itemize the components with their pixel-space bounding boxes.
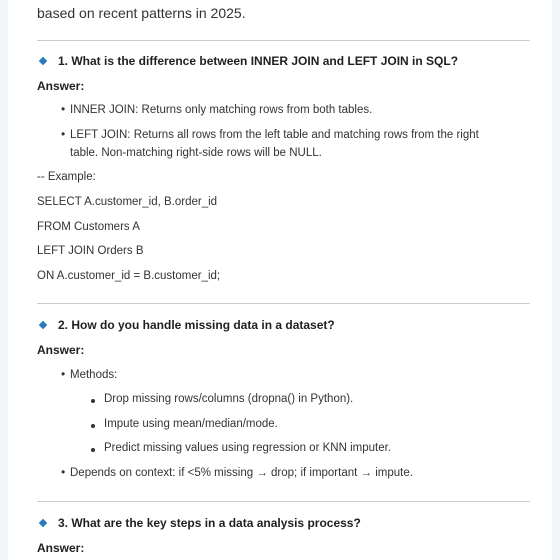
question-2-text: 2. How do you handle missing data in a dataset? [58, 318, 335, 332]
answer-label: Answer: [37, 343, 85, 357]
article-page [8, 0, 552, 560]
q2-context: Depends on context: if <5% missing → drop; if important → impute. [70, 467, 413, 479]
q1-bullet-left-join-cont: table. Non-matching right-side rows will be NULL. [70, 147, 322, 159]
answer-label: Answer: [37, 541, 85, 555]
diamond-bullet-icon [39, 57, 47, 65]
bullet-dot: • [61, 102, 66, 116]
q1-bullet-inner-join: INNER JOIN: Returns only matching rows from both tables. [70, 104, 373, 116]
divider [37, 40, 530, 41]
bullet-dot: • [61, 465, 66, 479]
q2-method-predict: Predict missing values using regression or KNN imputer. [104, 442, 391, 454]
q1-bullet-left-join: LEFT JOIN: Returns all rows from the left table and matching rows from the right [70, 129, 479, 141]
bullet-dot: • [61, 127, 66, 141]
intro-text: based on recent patterns in 2025. [37, 5, 246, 21]
divider [37, 303, 530, 304]
diamond-bullet-icon [39, 321, 47, 329]
sub-bullet-dot [91, 399, 95, 403]
code-line: SELECT A.customer_id, B.order_id [37, 196, 218, 208]
question-3-title [40, 516, 361, 530]
answer-label: Answer: [37, 79, 85, 93]
question-3-text: 3. What are the key steps in a data analysis process? [58, 516, 361, 530]
code-line: LEFT JOIN Orders B [37, 245, 144, 257]
code-line: FROM Customers A [37, 221, 140, 233]
question-1-title [40, 54, 458, 68]
sub-bullet-dot [91, 448, 95, 452]
diamond-bullet-icon [39, 519, 47, 527]
q2-method-impute: Impute using mean/median/mode. [104, 418, 278, 430]
code-line: ON A.customer_id = B.customer_id; [37, 270, 221, 282]
divider [37, 501, 530, 502]
sub-bullet-dot [91, 424, 95, 428]
bullet-dot: • [61, 367, 66, 381]
q2-methods-label: Methods: [70, 369, 118, 381]
question-2-title [40, 318, 335, 332]
question-1-text: 1. What is the difference between INNER JOIN and LEFT JOIN in SQL? [58, 54, 459, 68]
code-line: -- Example: [37, 171, 96, 183]
q2-method-drop: Drop missing rows/columns (dropna() in Python). [104, 393, 354, 405]
